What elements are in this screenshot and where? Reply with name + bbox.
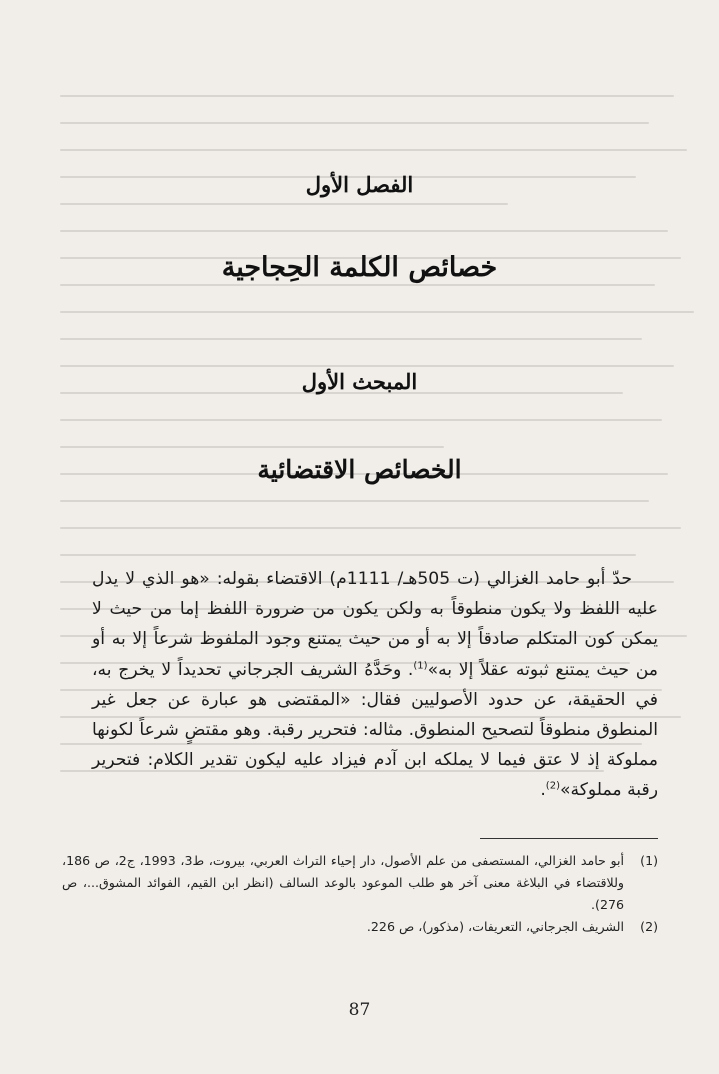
body-text-part-1: حدّ أبو حامد الغزالي (ت 505هـ/ 1111م) الاقتضاء بقوله: «هو الذي لا يدل عليه اللفظ ولا يكون منطوقاً به ولكن يكون من ضرورة اللفظ إما من حيث لا يمكن كون المتكلم صادقاً إلا به أو من حيث يمتنع وجود الملفوظ شرعاً إلا به أو من حيث يمتنع ثبوته عقلاً إلا به»	[92, 569, 658, 680]
footnote-number: (1)	[640, 853, 658, 868]
footnotes	[62, 850, 658, 938]
footnote-item	[62, 850, 658, 916]
chapter-heading: الفصل الأول	[305, 172, 414, 197]
page-number: 87	[348, 1000, 371, 1020]
footnote-text: أبو حامد الغزالي، المستصفى من علم الأصول، دار إحياء التراث العربي، بيروت، ط3، 1993، ج2، ص 186، وللاقتضاء في البلاغة معنى آخر هو طلب الموعود بالوعد السالف (انظر ابن القيم، الفوائد المشوق...، ص 276).	[62, 853, 625, 912]
footnote-ref-2: (2)	[545, 780, 560, 792]
footnote-text: الشريف الجرجاني، التعريفات، (مذكور)، ص 226.	[366, 919, 624, 934]
chapter-title: خصائص الكلمة الحِجاجية	[221, 252, 498, 283]
section-title: الخصائص الاقتضائية	[257, 455, 462, 484]
footnote-number: (2)	[640, 919, 658, 934]
footnote-item	[62, 916, 658, 938]
footnote-ref-1: (1)	[413, 659, 428, 671]
footnote-divider	[480, 838, 658, 839]
body-text-part-3: .	[540, 780, 546, 801]
body-text-part-2: . وحَدَّهُ الشريف الجرجاني تحديداً لا يخرج به، في الحقيقة، عن حدود الأصوليين فقال: «المقتضى هو عبارة عن جعل غير المنطوق منطوقاً لتصحيح المنطوق. مثاله: فتحرير رقبة. وهو مقتضٍ شرعاً لكونها مملوكة إذ لا عتق فيما لا يملكه ابن آدم فيزاد عليه ليكون تقدير الكلام: فتحرير رقبة مملوكة»	[92, 659, 658, 801]
body-paragraph	[92, 564, 658, 806]
section-heading: المبحث الأول	[301, 369, 418, 394]
